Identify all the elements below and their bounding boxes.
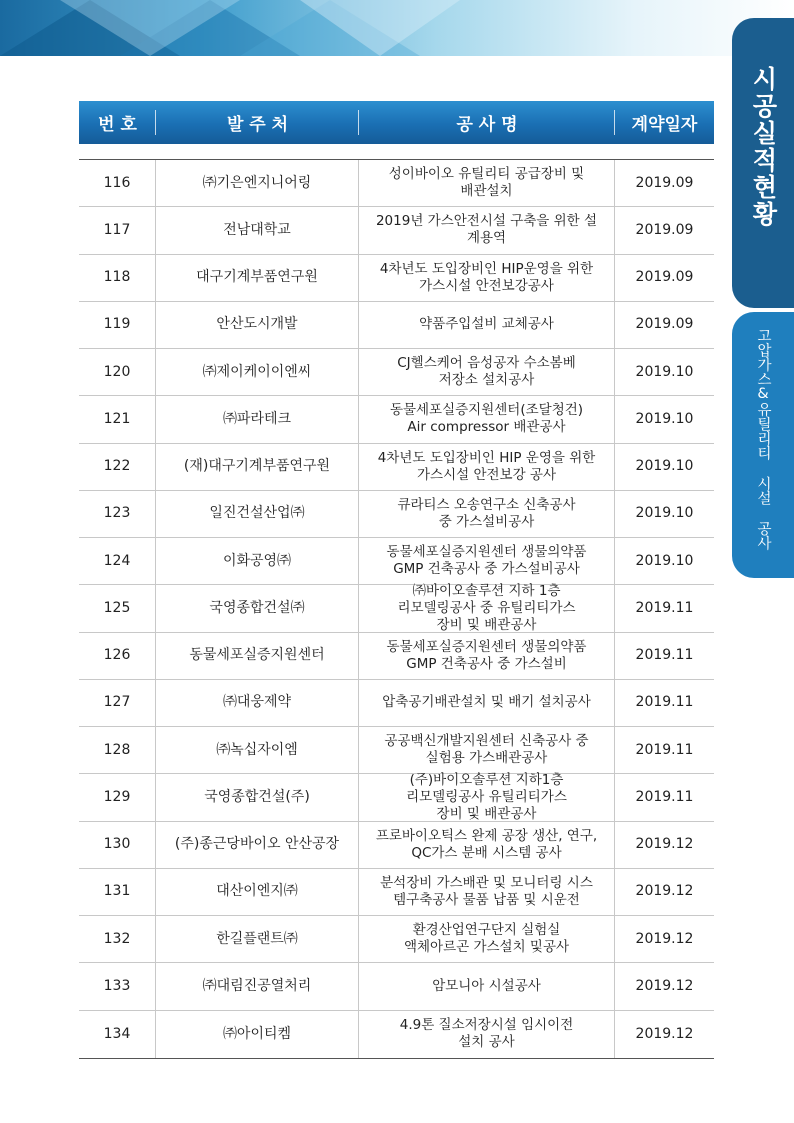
row-number: 120: [79, 349, 156, 395]
table-row: [79, 349, 714, 396]
table-row: [79, 538, 714, 585]
row-project: 성이바이오 유틸리티 공급장비 및 배관설치: [359, 160, 615, 206]
row-number: 134: [79, 1011, 156, 1058]
row-number: 133: [79, 963, 156, 1009]
row-project: 4.9톤 질소저장시설 임시이전 설치 공사: [359, 1011, 615, 1058]
row-client: ㈜제이케이이엔씨: [156, 349, 359, 395]
table-row: [79, 255, 714, 302]
row-date: 2019.11: [635, 741, 694, 758]
row-date: 2019.12: [635, 836, 694, 853]
row-client: (재)대구기계부품연구원: [156, 444, 359, 490]
row-client: ㈜대림진공열처리: [156, 963, 359, 1009]
row-client: ㈜파라테크: [156, 396, 359, 442]
row-project: 공공백신개발지원센터 신축공사 중 실험용 가스배관공사: [359, 727, 615, 773]
table-row: [79, 160, 714, 207]
row-date: 2019.11: [635, 788, 694, 805]
row-number: 123: [79, 491, 156, 537]
section-tab-title: 시공실적현황: [749, 66, 778, 228]
table-row: [79, 396, 714, 443]
table-row: [79, 869, 714, 916]
row-number: 117: [79, 207, 156, 253]
row-date: 2019.11: [635, 599, 694, 616]
row-number: 119: [79, 302, 156, 348]
banner-decoration: [0, 0, 794, 56]
row-number: 124: [79, 538, 156, 584]
row-number: 130: [79, 822, 156, 868]
row-project: ㈜바이오솔루션 지하 1층 리모델링공사 중 유틸리티가스 장비 및 배관공사: [359, 585, 615, 631]
row-project: 암모니아 시설공사: [359, 963, 615, 1009]
table-row: [79, 444, 714, 491]
row-client: 동물세포실증지원센터: [156, 633, 359, 679]
table-row: [79, 916, 714, 963]
row-client: 안산도시개발: [156, 302, 359, 348]
table-row: [79, 1011, 714, 1058]
row-project: 동물세포실증지원센터 생물의약품 GMP 건축공사 중 가스설비: [359, 633, 615, 679]
header-project: 공 사 명: [359, 101, 615, 144]
row-date: 2019.09: [635, 174, 694, 191]
row-date: 2019.10: [635, 458, 694, 475]
section-tab-sub: [732, 312, 794, 578]
row-date: 2019.12: [635, 1025, 694, 1042]
table-row: [79, 491, 714, 538]
project-table: [79, 159, 714, 1059]
row-number: 121: [79, 396, 156, 442]
table-row: [79, 963, 714, 1010]
table-row: [79, 680, 714, 727]
row-date: 2019.12: [635, 883, 694, 900]
row-client: 대구기계부품연구원: [156, 255, 359, 301]
row-number: 129: [79, 774, 156, 820]
row-client: 대산이엔지㈜: [156, 869, 359, 915]
section-tab-subtitle: 고압가스&유틸리티 시설 공사: [755, 328, 771, 550]
row-project: 프로바이오틱스 완제 공장 생산, 연구, QC가스 분배 시스템 공사: [359, 822, 615, 868]
row-number: 132: [79, 916, 156, 962]
row-number: 116: [79, 160, 156, 206]
row-date: 2019.09: [635, 316, 694, 333]
row-client: 국영종합건설(주): [156, 774, 359, 820]
table-row: [79, 822, 714, 869]
row-date: 2019.09: [635, 269, 694, 286]
row-date: 2019.12: [635, 930, 694, 947]
row-project: 큐라티스 오송연구소 신축공사 중 가스설비공사: [359, 491, 615, 537]
row-number: 127: [79, 680, 156, 726]
row-date: 2019.10: [635, 410, 694, 427]
row-project: CJ헬스케어 음성공자 수소봄베 저장소 설치공사: [359, 349, 615, 395]
row-client: ㈜녹십자이엠: [156, 727, 359, 773]
row-client: ㈜대웅제약: [156, 680, 359, 726]
row-project: 동물세포실증지원센터(조달청건) Air compressor 배관공사: [359, 396, 615, 442]
table-row: [79, 727, 714, 774]
row-number: 126: [79, 633, 156, 679]
row-client: (주)종근당바이오 안산공장: [156, 822, 359, 868]
row-number: 131: [79, 869, 156, 915]
row-date: 2019.12: [635, 977, 694, 994]
row-client: 전남대학교: [156, 207, 359, 253]
section-tab-main: [732, 18, 794, 308]
row-project: 압축공기배관설치 및 배기 설치공사: [359, 680, 615, 726]
row-date: 2019.11: [635, 647, 694, 664]
row-number: 118: [79, 255, 156, 301]
row-client: 일진건설산업㈜: [156, 491, 359, 537]
row-project: 4차년도 도입장비인 HIP운영을 위한 가스시설 안전보강공사: [359, 255, 615, 301]
row-number: 125: [79, 585, 156, 631]
row-project: 분석장비 가스배관 및 모니터링 시스 템구축공사 물품 납품 및 시운전: [359, 869, 615, 915]
row-number: 128: [79, 727, 156, 773]
row-client: 국영종합건설㈜: [156, 585, 359, 631]
row-project: 2019년 가스안전시설 구축을 위한 설 계용역: [359, 207, 615, 253]
header-client: 발 주 처: [156, 101, 359, 144]
row-client: 한길플랜트㈜: [156, 916, 359, 962]
row-date: 2019.10: [635, 363, 694, 380]
table-header: [79, 101, 714, 144]
row-client: ㈜기은엔지니어링: [156, 160, 359, 206]
row-client: ㈜아이티켐: [156, 1011, 359, 1058]
row-project: 동물세포실증지원센터 생물의약품 GMP 건축공사 중 가스설비공사: [359, 538, 615, 584]
row-date: 2019.09: [635, 221, 694, 238]
table-row: [79, 633, 714, 680]
row-date: 2019.10: [635, 552, 694, 569]
table-row: [79, 582, 714, 633]
row-project: 4차년도 도입장비인 HIP 운영을 위한 가스시설 안전보강 공사: [359, 444, 615, 490]
table-row: [79, 207, 714, 254]
table-row: [79, 771, 714, 822]
row-project: 환경산업연구단지 실험실 액체아르곤 가스설치 및공사: [359, 916, 615, 962]
header-date: 계약일자: [631, 115, 698, 135]
row-date: 2019.11: [635, 694, 694, 711]
row-client: 이화공영㈜: [156, 538, 359, 584]
row-number: 122: [79, 444, 156, 490]
row-date: 2019.10: [635, 505, 694, 522]
row-project: (주)바이오솔루션 지하1층 리모델링공사 유틸리티가스 장비 및 배관공사: [359, 774, 615, 820]
row-project: 약품주입설비 교체공사: [359, 302, 615, 348]
table-row: [79, 302, 714, 349]
header-no: 번 호: [79, 101, 156, 144]
top-banner: [0, 0, 794, 56]
